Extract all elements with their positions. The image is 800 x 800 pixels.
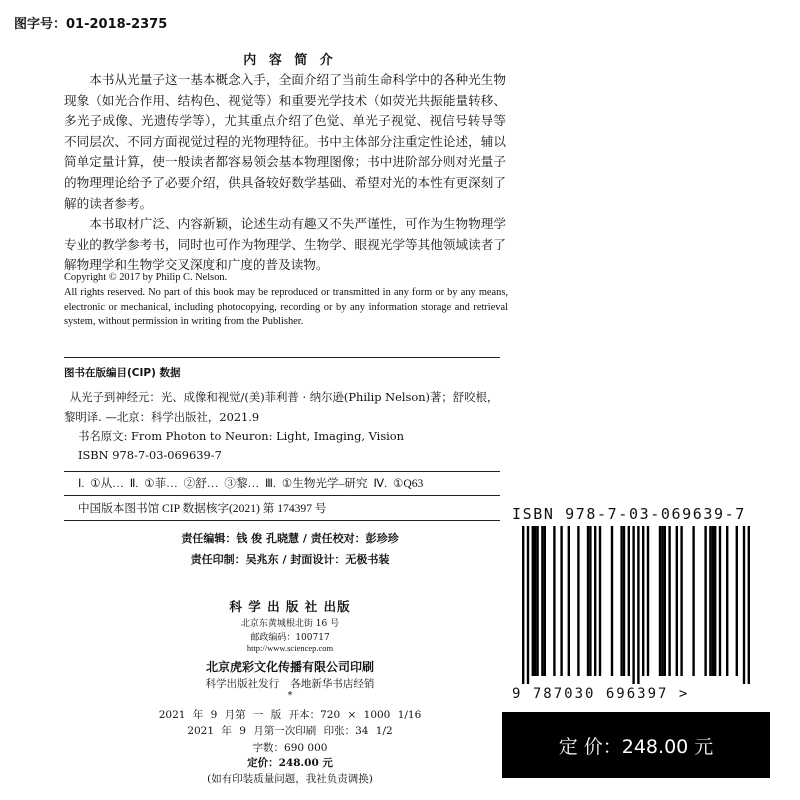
barcode-bar xyxy=(736,526,738,676)
cip-middle-rule xyxy=(64,471,500,472)
barcode-bar xyxy=(647,526,649,676)
cip-classification: Ⅰ. ①从… Ⅱ. ①菲… ②舒… ③黎… Ⅲ. ①生物光学–研究 Ⅳ. ①Q63 xyxy=(78,477,424,490)
barcode-bar xyxy=(748,526,750,684)
barcode-bar xyxy=(692,526,694,676)
barcode-bar xyxy=(726,526,728,676)
barcode-bar xyxy=(642,526,644,676)
summary-body xyxy=(64,70,506,276)
summary-paragraph: 本书从光量子这一基本概念入手，全面介绍了当前生命科学中的各种光生物现象（如光合作用、结构色、视觉等）和重要光学技术（如荧光共振能量转移、多光子成像、光遗传学等），尤其重点介绍了色觉、单光子视觉、视信号转导等不同层次、不同方面视觉过程的光物理特征。书中主体部分注重定性论述，辅以简单定量计算，使一般读者都容易领会基本物理图像；书中进阶部分则对光量子的物理理论给予了必要介绍，供具备较好数学基础、希望对光的本性有更深刻了解的读者参考。 xyxy=(64,72,506,211)
cip-record xyxy=(64,387,504,465)
barcode-bar xyxy=(611,526,613,676)
word-count: 字数：690 000 xyxy=(252,742,328,754)
barcode-bar xyxy=(568,526,570,676)
barcode-bar xyxy=(587,526,589,676)
printer-line: 北京虎彩文化传播有限公司印刷 xyxy=(205,660,374,674)
barcode-bar xyxy=(594,526,596,676)
barcode-bar xyxy=(532,526,534,676)
barcode-bar xyxy=(661,526,663,676)
publisher-postcode: 邮政编码：100717 xyxy=(250,633,330,643)
cip-top-rule xyxy=(64,357,500,358)
barcode-bar xyxy=(659,526,661,676)
barcode-isbn-text: ISBN 978-7-03-069639-7 xyxy=(512,505,746,523)
barcode-bar xyxy=(553,526,555,676)
cip-block xyxy=(64,365,504,465)
barcode-bar xyxy=(623,526,625,676)
barcode-bar xyxy=(714,526,716,676)
copyright-notice xyxy=(64,271,508,330)
publisher-website: http://www.sciencep.com xyxy=(246,643,334,653)
barcode-bar xyxy=(709,526,711,676)
barcode-digits: 9 787030 696397 > xyxy=(512,686,690,702)
barcode-bar xyxy=(632,526,634,684)
barcode-bar xyxy=(544,526,546,676)
edition-line: 2021 年 9 月第 一 版 开本：720 × 1000 1/16 xyxy=(158,709,422,721)
barcode-bar xyxy=(536,526,538,676)
barcode-bar xyxy=(712,526,714,676)
printing-line: 2021 年 9 月第一次印刷 印张：34 1/2 xyxy=(187,725,393,737)
separator-star: * xyxy=(287,690,293,701)
barcode-bar xyxy=(620,526,622,676)
barcode-bar xyxy=(719,526,721,676)
editors-line: 责任编辑：钱 俊 孔晓慧 / 责任校对：彭珍珍 xyxy=(181,532,399,545)
rights-statement: All rights reserved. No part of this book may be reproduced or transmitted in any form or by any means, electronic or mechanical, including photocopying, recording or by any information storage and retrieval system, without permission in writing from the Publisher. xyxy=(64,286,508,328)
barcode-bar xyxy=(577,526,579,676)
barcode-bar xyxy=(599,526,601,676)
summary-paragraph: 本书取材广泛、内容新颖，论述生动有趣又不失严谨性，可作为生物物理学专业的教学参考书，同时也可作为物理学、生物学、眼视光学等其他领域读者了解物理学和生物学交叉深度和广度的普及读物。 xyxy=(64,216,506,273)
cip-bottom-rule xyxy=(64,520,500,521)
barcode-bar xyxy=(560,526,562,676)
price-line: 定价：248.00 元 xyxy=(247,757,333,769)
barcode-bar xyxy=(680,526,682,676)
price-box: 定 价：248.00 元 xyxy=(502,712,770,778)
cip-original-title: 书名原文: From Photon to Neuron: Light, Imaging, Vision xyxy=(78,429,404,443)
summary-title: 内 容 简 介 xyxy=(243,53,337,68)
barcode-bar xyxy=(589,526,591,676)
cip-isbn: ISBN 978-7-03-069639-7 xyxy=(78,448,222,462)
barcode-bar xyxy=(628,526,630,676)
quality-note: (如有印装质量问题，我社负责调换) xyxy=(207,773,373,785)
barcode-bar xyxy=(527,526,529,684)
barcode-bar xyxy=(743,526,745,684)
publisher-address: 北京东黄城根北街 16 号 xyxy=(240,619,340,629)
cip-lower-rule xyxy=(64,495,500,496)
editors-line: 责任印制：吴兆东 / 封面设计：无极书装 xyxy=(190,553,390,566)
barcode-bar xyxy=(541,526,543,676)
barcode-bar xyxy=(637,526,639,684)
cip-heading: 图书在版编目(CIP) 数据 xyxy=(64,367,181,379)
cip-record-line: 从光子到神经元：光、成像和视觉/(美)菲利普 · 纳尔逊(Philip Nelson)著；舒咬根，黎明译. —北京：科学出版社，2021.9 xyxy=(64,390,499,424)
publisher-line: 科 学 出 版 社 出版 xyxy=(229,599,351,614)
barcode-bar xyxy=(668,526,670,676)
barcode-bar xyxy=(664,526,666,676)
cip-check-number: 中国版本图书馆 CIP 数据核字(2021) 第 174397 号 xyxy=(78,502,327,515)
copyright-line: Copyright © 2017 by Philip C. Nelson. xyxy=(64,272,228,283)
distribution-line: 科学出版社发行 各地新华书店经销 xyxy=(205,678,375,690)
barcode-bar xyxy=(704,526,706,676)
isbn-barcode xyxy=(508,526,768,684)
registration-number: 图字号：01-2018-2375 xyxy=(14,17,168,32)
barcode-bar xyxy=(676,526,678,676)
barcode-bar xyxy=(534,526,536,676)
barcode-bar xyxy=(522,526,524,684)
